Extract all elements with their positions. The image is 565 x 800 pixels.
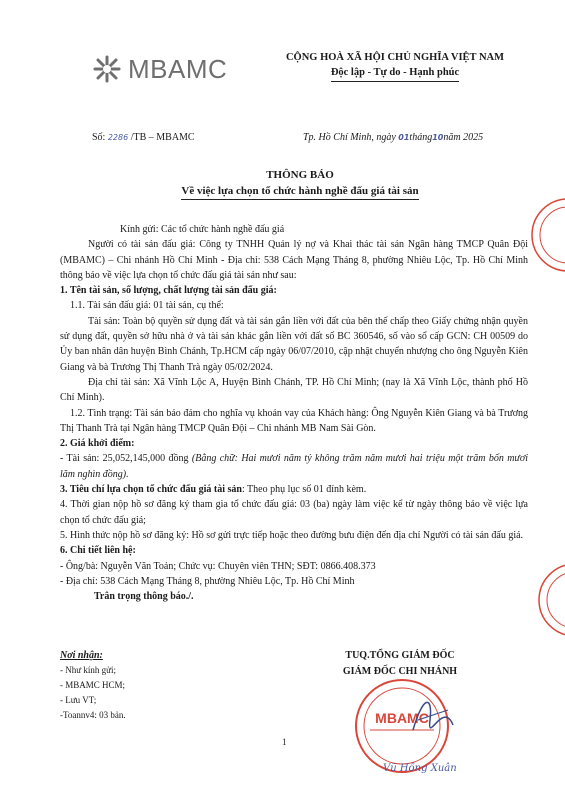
section-1-1: 1.1. Tài sản đấu giá: 01 tài sản, cụ thể: — [70, 300, 224, 312]
recipient-item: - Như kính gửi; — [60, 665, 117, 675]
mbamc-logo — [92, 54, 227, 84]
section-3-heading: 3. Tiêu chí lựa chọn tổ chức đấu giá tài sản — [60, 484, 242, 496]
greeting: Kính gửi: Các tổ chức hành nghề đấu giá — [120, 224, 285, 235]
year-label: năm 2025 — [443, 132, 484, 143]
handwritten-number: 2286 — [107, 133, 129, 142]
handwritten-day: 01 — [398, 133, 410, 142]
section-1-address: Địa chỉ tài sản: Xã Vĩnh Lộc A, Huyện Bình Chánh, TP. Hồ Chí Minh; (nay là Xã Vĩnh Lộc, thành phố Hồ Chí Minh). — [60, 376, 528, 404]
section-6-heading: 6. Chi tiết liên hệ: — [60, 545, 136, 557]
section-5: 5. Hình thức nộp hồ sơ đăng ký: Hồ sơ gửi trực tiếp hoặc theo đường bưu điện đến địa chỉ Người có tài sản đấu giá. — [60, 529, 524, 541]
section-3-text: : Theo phụ lục số 01 đính kèm. — [241, 484, 367, 496]
place-prefix: Tp. Hồ Chí Minh, ngày — [303, 132, 396, 143]
recipient-item: - MBAMC HCM; — [60, 680, 126, 690]
recipient-item: -Toannv4: 03 bản. — [60, 710, 126, 720]
price-value: - Tài sản: 25,052,145,000 đồng — [60, 453, 189, 465]
recipient-item: - Lưu VT; — [60, 695, 97, 705]
stamp-text: MBAMC — [375, 710, 429, 726]
logo-text: MBAMC — [128, 53, 228, 84]
signature-title-1: TUQ.TỔNG GIÁM ĐỐC — [345, 650, 455, 661]
mbamc-star-icon — [92, 54, 122, 84]
recipients-label: Nơi nhận: — [60, 650, 103, 661]
price-in-words: (Bằng chữ: Hai mươi năm tỷ không trăm năm mươi hai triệu một trăm bốn mươi lăm nghìn đồng). — [60, 453, 528, 480]
intro-paragraph: Người có tài sản đấu giá: Công ty TNHH Quản lý nợ và Khai thác tài sản Ngân hàng TMCP Quân Đội (MBAMC) – Chi nhánh Hồ Chí Minh - Địa chỉ: 538 Cách Mạng Tháng 8, phường Nhiêu Lộc, Tp. Hồ Chí Minh thông báo về việc lựa chọn tổ chức đấu giá tài sản như sau: — [60, 239, 528, 281]
nation-title: CỘNG HOÀ XÃ HỘI CHỦ NGHĨA VIỆT NAM — [285, 52, 505, 63]
document-number — [92, 132, 195, 143]
handwritten-signature-icon — [408, 690, 458, 740]
partial-seal-icon — [528, 195, 565, 275]
page-number: 1 — [282, 737, 287, 747]
nation-motto: Độc lập - Tự do - Hạnh phúc — [331, 65, 459, 82]
handwritten-month: 10 — [432, 133, 444, 142]
section-4: 4. Thời gian nộp hồ sơ đăng ký tham gia tổ chức đấu giá: 03 (ba) ngày làm việc kể từ ngày thông báo về việc lựa chọn tổ chức đấu giá; — [60, 499, 528, 526]
signature-title-2: GIÁM ĐỐC CHI NHÁNH — [342, 666, 458, 677]
document-title — [60, 167, 540, 200]
title-main: THÔNG BÁO — [266, 169, 334, 181]
month-label: tháng — [409, 132, 433, 143]
section-6-address: - Địa chỉ: 538 Cách Mạng Tháng 8, phường Nhiêu Lộc, Tp. Hồ Chí Minh — [60, 575, 355, 587]
recipients — [60, 648, 126, 723]
section-1-2: 1.2. Tình trạng: Tài sản bảo đảm cho nghĩa vụ khoản vay của Khách hàng: Ông Nguyễn Kiên Giang và bà Trương Thị Thanh Trà tại Ngân hàng TMCP Quân Đội – Chi nhánh MB Nam Sài Gòn. — [60, 407, 528, 434]
closing: Trân trọng thông báo./. — [94, 591, 194, 603]
section-2-price — [60, 451, 528, 482]
section-3 — [60, 482, 528, 497]
place-date — [303, 132, 483, 143]
document-body — [60, 222, 528, 604]
section-1-heading: 1. Tên tài sản, số lượng, chất lượng tài sản đấu giá: — [60, 285, 277, 297]
signer-name: Vũ Hồng Xuân — [383, 763, 457, 774]
partial-seal-icon — [535, 560, 565, 640]
section-1-asset: Tài sản: Toàn bộ quyền sử dụng đất và tài sản gắn liền với đất của bên thế chấp theo Giấy chứng nhận quyền sử dụng đất, quyền sở hữu nhà ở và tài sản khác gắn liền với đất số BC 360546, số vào sổ cấp GCN: CH 00509 do Ủy ban nhân dân huyện Bình Chánh, Tp.HCM cấp ngày 06/07/2010, cập nhật chuyển nhượng cho ông Nguyễn Kiên Giang và bà Trương Thị Thanh Trà ngày 05/02/2024. — [60, 315, 528, 373]
number-prefix: Số: — [92, 132, 106, 143]
section-2-heading: 2. Giá khởi điểm: — [60, 438, 135, 450]
section-6-contact: - Ông/bà: Nguyễn Văn Toản; Chức vụ: Chuyên viên THN; SĐT: 0866.408.373 — [60, 560, 376, 572]
title-sub: Về việc lựa chọn tổ chức hành nghề đấu giá tài sản — [181, 183, 418, 200]
number-suffix: /TB – MBAMC — [130, 132, 195, 143]
national-header — [255, 50, 535, 82]
